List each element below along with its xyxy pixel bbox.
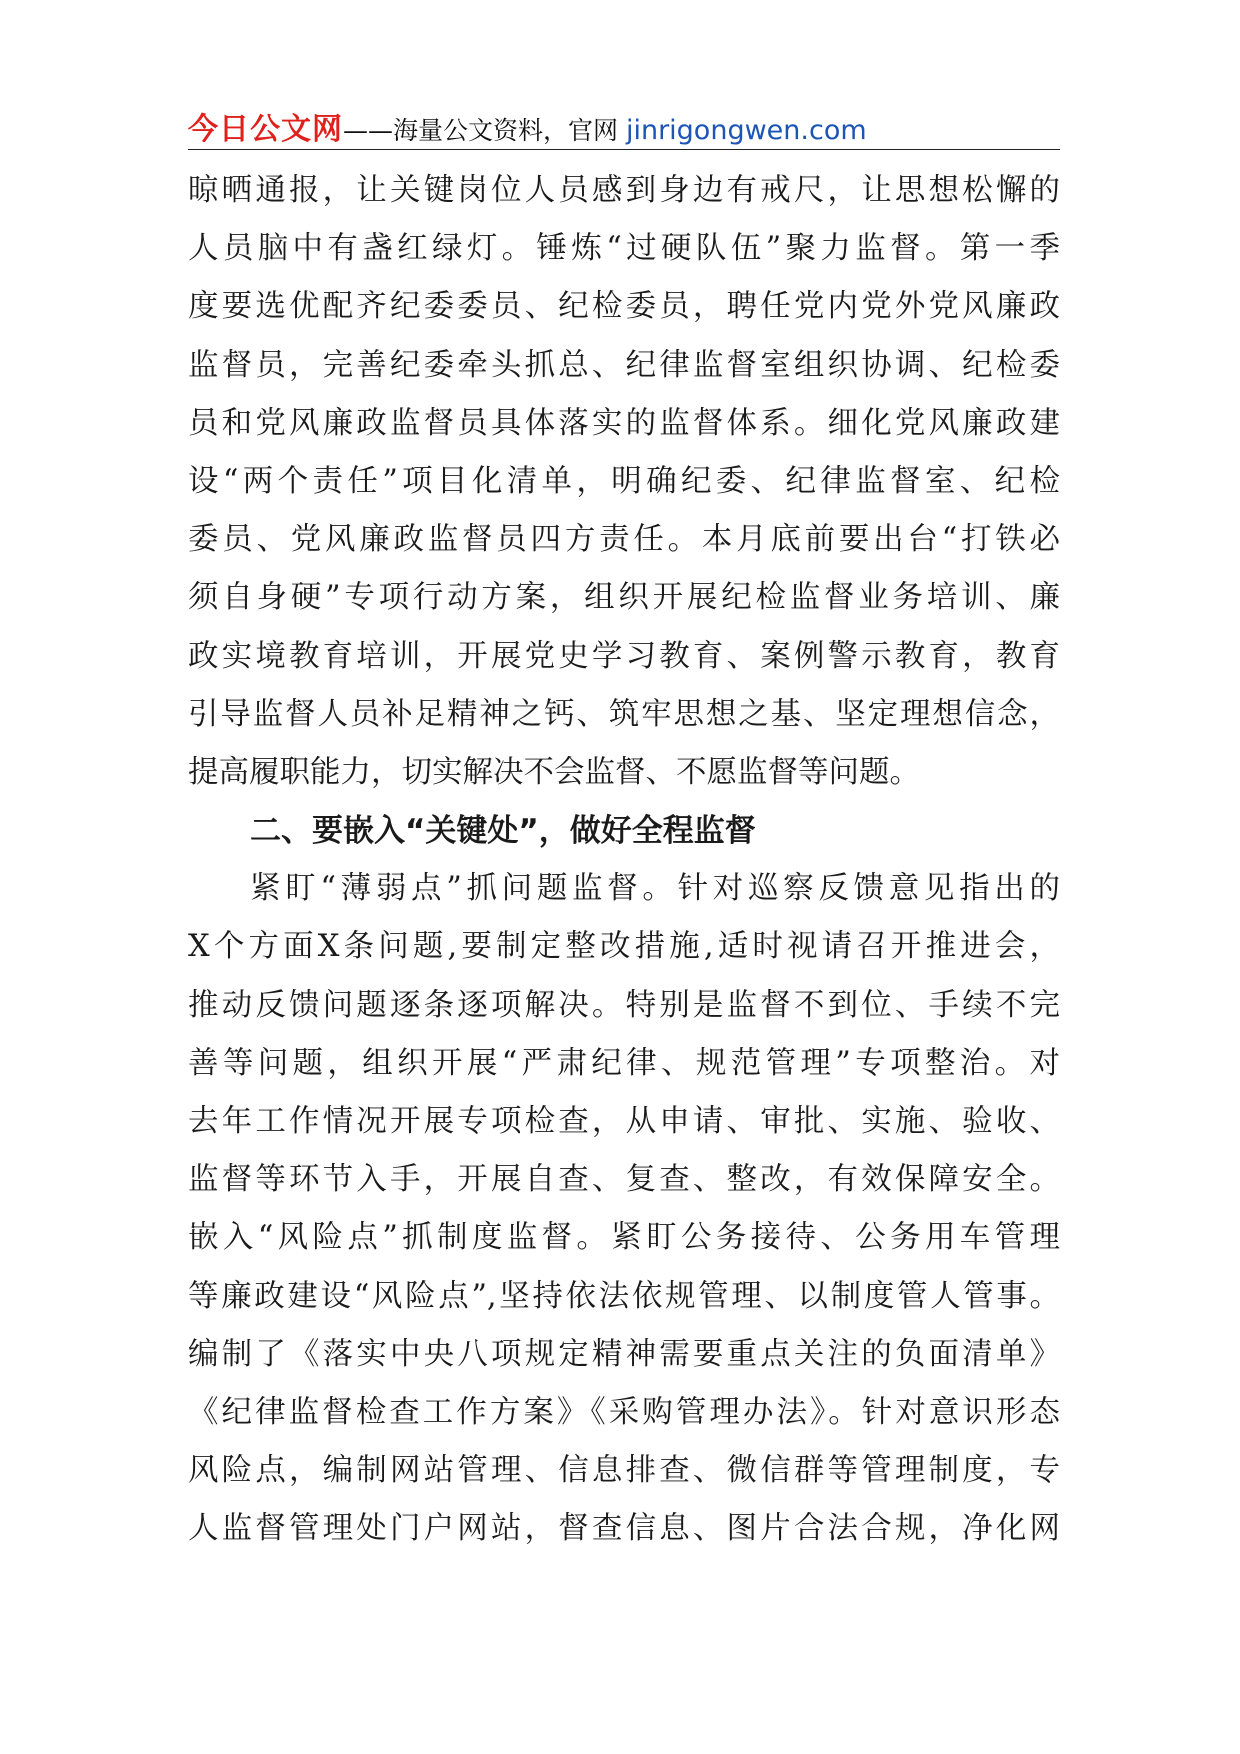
- header-tagline: 海量公文资料，官网: [393, 116, 626, 145]
- text-line: 紧盯“薄弱点”抓问题监督。针对巡察反馈意见指出的: [250, 871, 1060, 907]
- text-line: X个方面X条问题,要制定整改措施,适时视请召开推进会，: [188, 929, 1060, 965]
- text-line: 晾晒通报，让关键岗位人员感到身边有戒尺，让思想松懈的: [188, 173, 1060, 208]
- text-line: 等廉政建设“风险点”,坚持依法依规管理、以制度管人管事。: [188, 1278, 1060, 1314]
- text-line: 设“两个责任”项目化清单，明确纪委、纪律监督室、纪检: [188, 463, 1060, 499]
- text-line: 员和党风廉政监督员具体落实的监督体系。细化党风廉政建: [188, 405, 1060, 441]
- text-line: 嵌入“风险点”抓制度监督。紧盯公务接待、公务用车管理: [188, 1220, 1060, 1256]
- text-line: 监督员，完善纪委牵头抓总、纪律监督室组织协调、纪检委: [188, 347, 1060, 383]
- site-brand[interactable]: 今日公文网: [188, 112, 343, 147]
- text-line: 《纪律监督检查工作方案》《采购管理办法》。针对意识形态: [188, 1394, 1060, 1430]
- text-line: 度要选优配齐纪委委员、纪检委员，聘任党内党外党风廉政: [188, 289, 1060, 325]
- text-line: 去年工作情况开展专项检查，从申请、审批、实施、验收、: [188, 1104, 1060, 1139]
- text-line: 风险点，编制网站管理、信息排查、微信群等管理制度，专: [188, 1453, 1060, 1489]
- text-line: 须自身硬”专项行动方案，组织开展纪检监督业务培训、廉: [188, 580, 1060, 616]
- text-line: 善等问题，组织开展“严肃纪律、规范管理”专项整治。对: [188, 1045, 1060, 1081]
- text-line: 引导监督人员补足精神之钙、筑牢思想之基、坚定理想信念，: [188, 696, 1060, 732]
- text-line: 人员脑中有盏红绿灯。锤炼“过硬队伍”聚力监督。第一季: [188, 231, 1060, 267]
- text-line: 委员、党风廉政监督员四方责任。本月底前要出台“打铁必: [188, 522, 1060, 558]
- page-header: [188, 104, 1060, 147]
- header-dash: ——: [343, 116, 393, 145]
- text-line: 政实境教育培训，开展党史学习教育、案例警示教育，教育: [188, 638, 1060, 674]
- text-line: 提高履职能力，切实解决不会监督、不愿监督等问题。: [188, 754, 920, 790]
- document-body: [188, 162, 1060, 1559]
- site-url-link[interactable]: jinrigongwen.com: [625, 115, 867, 146]
- text-line: 推动反馈问题逐条逐项解决。特别是监督不到位、手续不完: [188, 987, 1060, 1023]
- text-line: 人监督管理处门户网站，督查信息、图片合法合规，净化网: [188, 1511, 1060, 1547]
- header-divider: [188, 149, 1060, 150]
- text-line: 编制了《落实中央八项规定精神需要重点关注的负面清单》: [188, 1336, 1060, 1372]
- section-heading: 二、要嵌入“关键处”，做好全程监督: [250, 813, 756, 850]
- text-line: 监督等环节入手，开展自查、复查、整改，有效保障安全。: [188, 1162, 1060, 1198]
